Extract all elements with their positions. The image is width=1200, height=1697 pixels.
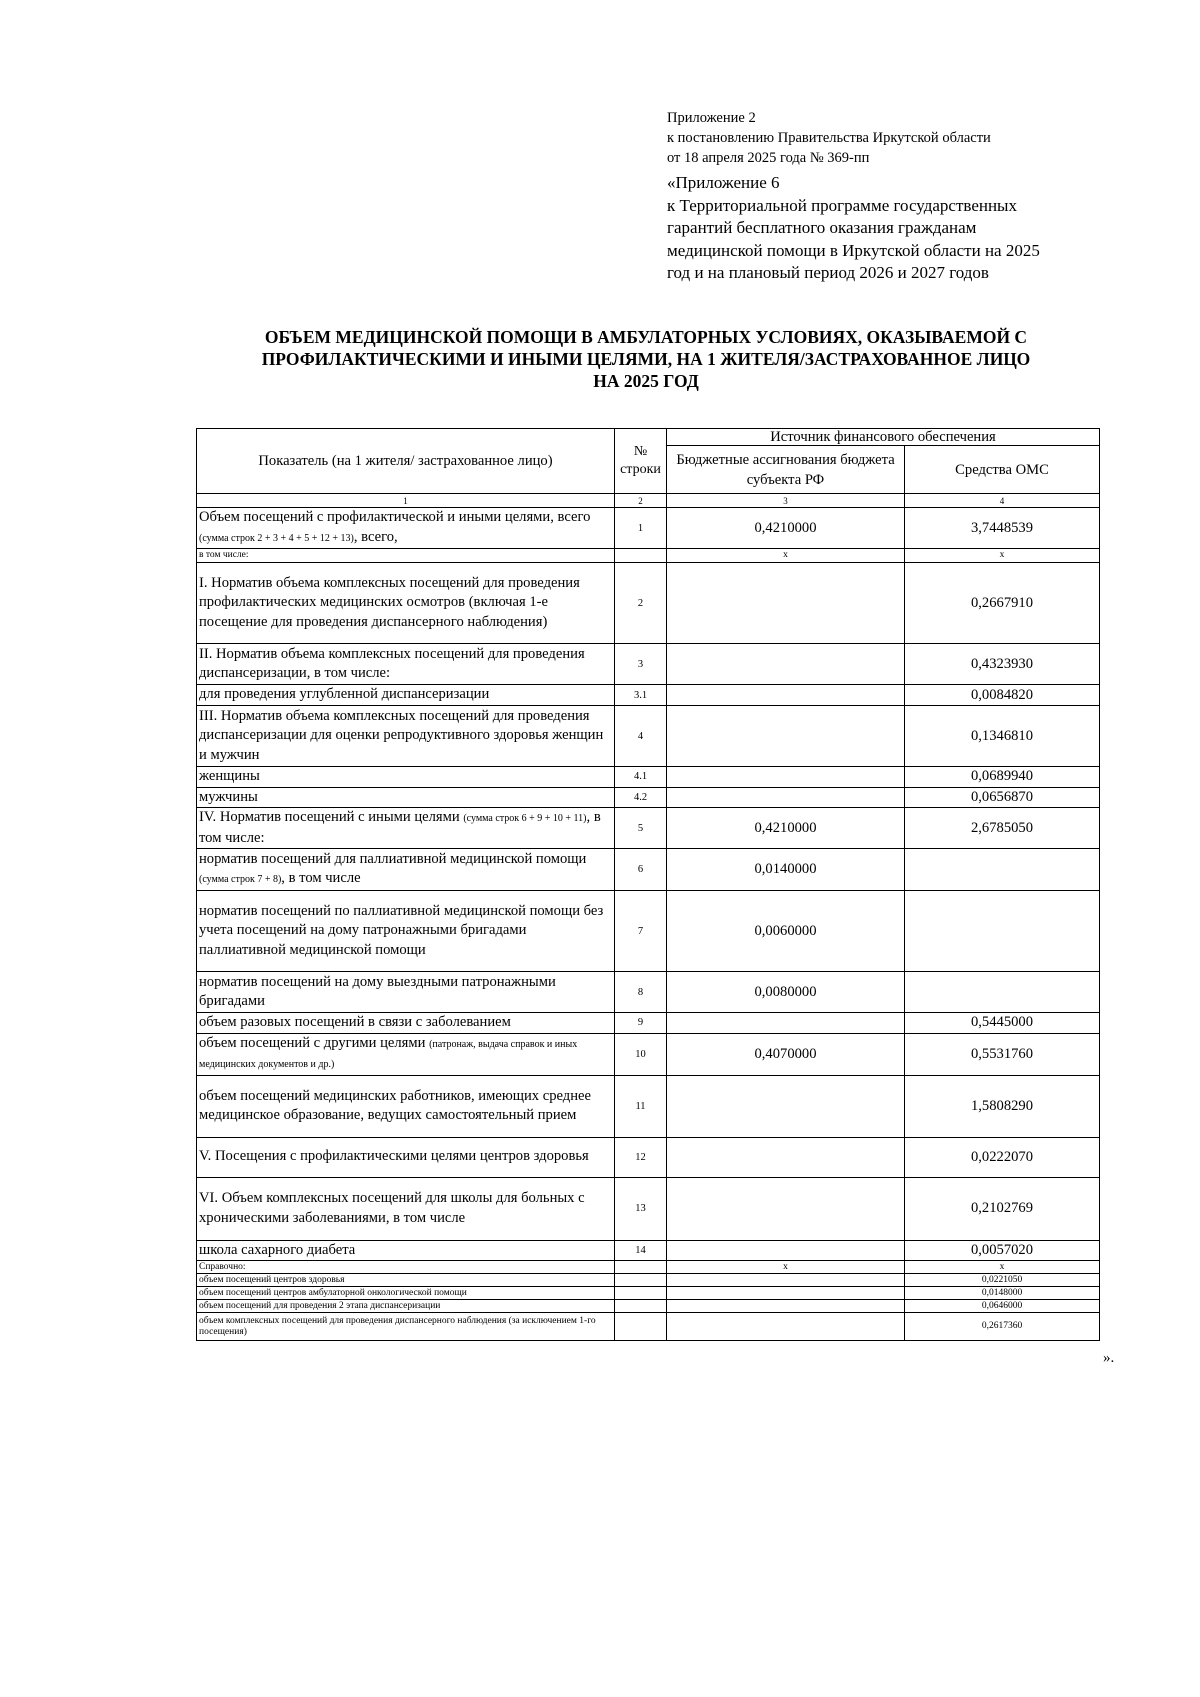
table-row [197, 1013, 1100, 1034]
document-title [196, 326, 1096, 392]
row-oms: 0,5445000 [905, 1013, 1100, 1034]
decree-date: от 18 апреля 2025 года № 369-пп [667, 150, 870, 166]
row-budget: 0,0140000 [667, 849, 905, 891]
row-budget: х [667, 1261, 905, 1274]
row-indicator: объем посещений центров здоровья [197, 1274, 615, 1287]
table-row [197, 1287, 1100, 1300]
table-row [197, 508, 1100, 549]
row-indicator: норматив посещений по паллиативной медицинской помощи без учета посещений на дому патронажными бригадами паллиативной медицинской помощи [197, 891, 615, 972]
table-row [197, 706, 1100, 767]
row-number: 13 [615, 1177, 667, 1240]
header-row-no: № строки [615, 429, 667, 494]
row-number: 7 [615, 891, 667, 972]
table-row [197, 1274, 1100, 1287]
table-row [197, 644, 1100, 685]
row-indicator: мужчины [197, 787, 615, 808]
row-indicator: женщины [197, 767, 615, 788]
table-row [197, 1300, 1100, 1313]
row-budget: 0,4210000 [667, 508, 905, 549]
volume-table [196, 428, 1100, 1341]
row-oms: х [905, 1261, 1100, 1274]
row-oms: 0,1346810 [905, 706, 1100, 767]
row-oms: 0,0221050 [905, 1274, 1100, 1287]
row-indicator-tail: , в том числе [281, 870, 361, 886]
row-oms: 0,2667910 [905, 563, 1100, 644]
row-indicator: II. Норматив объема комплексных посещений для проведения диспансеризации, в том числе: [197, 644, 615, 685]
row-number: 4.1 [615, 767, 667, 788]
row-oms: 0,0222070 [905, 1137, 1100, 1177]
table-row [197, 1313, 1100, 1341]
row-oms: 0,0148000 [905, 1287, 1100, 1300]
appendix-label: Приложение 2 [667, 110, 756, 126]
row-oms: 0,0656870 [905, 787, 1100, 808]
row-indicator: V. Посещения с профилактическими целями центров здоровья [197, 1137, 615, 1177]
row-indicator: III. Норматив объема комплексных посещений для проведения диспансеризации для оценки репродуктивного здоровья женщин и мужчин [197, 706, 615, 767]
table-row [197, 549, 1100, 563]
table-row [197, 891, 1100, 972]
table-row [197, 563, 1100, 644]
table-row [197, 1261, 1100, 1274]
row-oms: 0,4323930 [905, 644, 1100, 685]
row-budget: 0,4070000 [667, 1033, 905, 1075]
program-line-3: медицинской помощи в Иркутской области на 2025 [667, 240, 1040, 260]
decree-label: к постановлению Правительства Иркутской области [667, 130, 991, 146]
row-indicator: норматив посещений на дому выездными патронажными бригадами [197, 972, 615, 1013]
header-budget: Бюджетные ассигнования бюджета субъекта РФ [667, 446, 905, 494]
col-number-1: 1 [197, 494, 615, 508]
row-number: 14 [615, 1240, 667, 1261]
table-row [197, 1033, 1100, 1075]
row-indicator: объем посещений для проведения 2 этапа диспансеризации [197, 1300, 615, 1313]
table-row [197, 972, 1100, 1013]
row-indicator: школа сахарного диабета [197, 1240, 615, 1261]
header-source: Источник финансового обеспечения [667, 429, 1100, 446]
title-line-3: НА 2025 ГОД [593, 371, 699, 391]
row-indicator-sum: (сумма строк 6 + 9 + 10 + 11) [463, 813, 587, 824]
appendix6-label: «Приложение 6 [667, 173, 780, 192]
row-number: 3 [615, 644, 667, 685]
row-oms: 0,2617360 [905, 1313, 1100, 1341]
row-indicator: I. Норматив объема комплексных посещений для проведения профилактических медицинских осмотров (включая 1-е посещение для проведения диспансерного наблюдения) [197, 563, 615, 644]
table-row [197, 787, 1100, 808]
row-number: 2 [615, 563, 667, 644]
row-oms: 0,5531760 [905, 1033, 1100, 1075]
row-oms: 0,0646000 [905, 1300, 1100, 1313]
program-line-4: год и на плановый период 2026 и 2027 годов [667, 263, 989, 282]
row-indicator-sum: (сумма строк 7 + 8) [199, 874, 282, 885]
table-row [197, 808, 1100, 849]
row-oms: 1,5808290 [905, 1075, 1100, 1137]
row-indicator-tail: , всего, [353, 528, 398, 545]
row-indicator: в том числе: [197, 549, 615, 563]
row-indicator: IV. Норматив посещений с иными целями [199, 809, 460, 825]
program-line-2: гарантий бесплатного оказания гражданам [667, 218, 977, 237]
row-indicator: объем разовых посещений в связи с заболеванием [197, 1013, 615, 1034]
document-header [667, 108, 1107, 285]
table-row [197, 685, 1100, 706]
row-number: 4.2 [615, 787, 667, 808]
row-indicator: норматив посещений для паллиативной медицинской помощи [199, 850, 587, 867]
title-line-2: ПРОФИЛАКТИЧЕСКИМИ И ИНЫМИ ЦЕЛЯМИ, НА 1 ЖИТЕЛЯ/ЗАСТРАХОВАННОЕ ЛИЦО [261, 349, 1031, 369]
col-number-4: 4 [905, 494, 1100, 508]
row-number: 9 [615, 1013, 667, 1034]
row-indicator: объем посещений с другими целями [199, 1034, 426, 1051]
row-indicator-sum: (сумма строк 2 + 3 + 4 + 5 + 12 + 13) [199, 532, 354, 544]
row-budget: 0,0060000 [667, 891, 905, 972]
row-indicator: объем посещений центров амбулаторной онкологической помощи [197, 1287, 615, 1300]
row-number: 4 [615, 706, 667, 767]
row-indicator: Объем посещений с профилактической и иными целями, всего [199, 509, 591, 525]
closing-quote: ». [1103, 1350, 1115, 1366]
row-oms: 3,7448539 [905, 508, 1100, 549]
row-number: 12 [615, 1137, 667, 1177]
row-indicator: объем комплексных посещений для проведения диспансерного наблюдения (за исключением 1-го посещения) [197, 1313, 615, 1341]
title-line-1: ОБЪЕМ МЕДИЦИНСКОЙ ПОМОЩИ В АМБУЛАТОРНЫХ УСЛОВИЯХ, ОКАЗЫВАЕМОЙ С [264, 327, 1028, 347]
row-oms: 0,0057020 [905, 1240, 1100, 1261]
col-number-2: 2 [615, 494, 667, 508]
row-number: 1 [615, 508, 667, 549]
header-indicator: Показатель (на 1 жителя/ застрахованное лицо) [197, 429, 615, 494]
row-number: 3.1 [615, 685, 667, 706]
row-budget: 0,4210000 [667, 808, 905, 849]
row-indicator: объем посещений медицинских работников, имеющих среднее медицинское образование, ведущих самостоятельный прием [197, 1075, 615, 1137]
row-indicator: VI. Объем комплексных посещений для школы для больных с хроническими заболеваниями, в том числе [197, 1177, 615, 1240]
header-oms: Средства ОМС [905, 446, 1100, 494]
table-row [197, 1075, 1100, 1137]
row-budget: 0,0080000 [667, 972, 905, 1013]
row-number: 5 [615, 808, 667, 849]
row-oms: х [905, 549, 1100, 563]
row-number: 8 [615, 972, 667, 1013]
row-number: 10 [615, 1033, 667, 1075]
table-row [197, 1137, 1100, 1177]
col-number-3: 3 [667, 494, 905, 508]
table-row [197, 1177, 1100, 1240]
row-oms: 2,6785050 [905, 808, 1100, 849]
row-budget: х [667, 549, 905, 563]
row-oms: 0,0084820 [905, 685, 1100, 706]
row-indicator-note: (патронаж, выдача справок и иных медицинских документов и др.) [199, 1038, 578, 1070]
row-oms: 0,0689940 [905, 767, 1100, 788]
row-indicator: для проведения углубленной диспансеризации [197, 685, 615, 706]
table-row [197, 849, 1100, 891]
table-row [197, 767, 1100, 788]
table-row [197, 1240, 1100, 1261]
program-line-1: к Территориальной программе государственных [667, 195, 1017, 215]
row-number: 11 [615, 1075, 667, 1137]
row-oms: 0,2102769 [905, 1177, 1100, 1240]
row-indicator-tail: , в том числе: [199, 809, 601, 846]
row-indicator: Справочно: [197, 1261, 615, 1274]
row-number: 6 [615, 849, 667, 891]
